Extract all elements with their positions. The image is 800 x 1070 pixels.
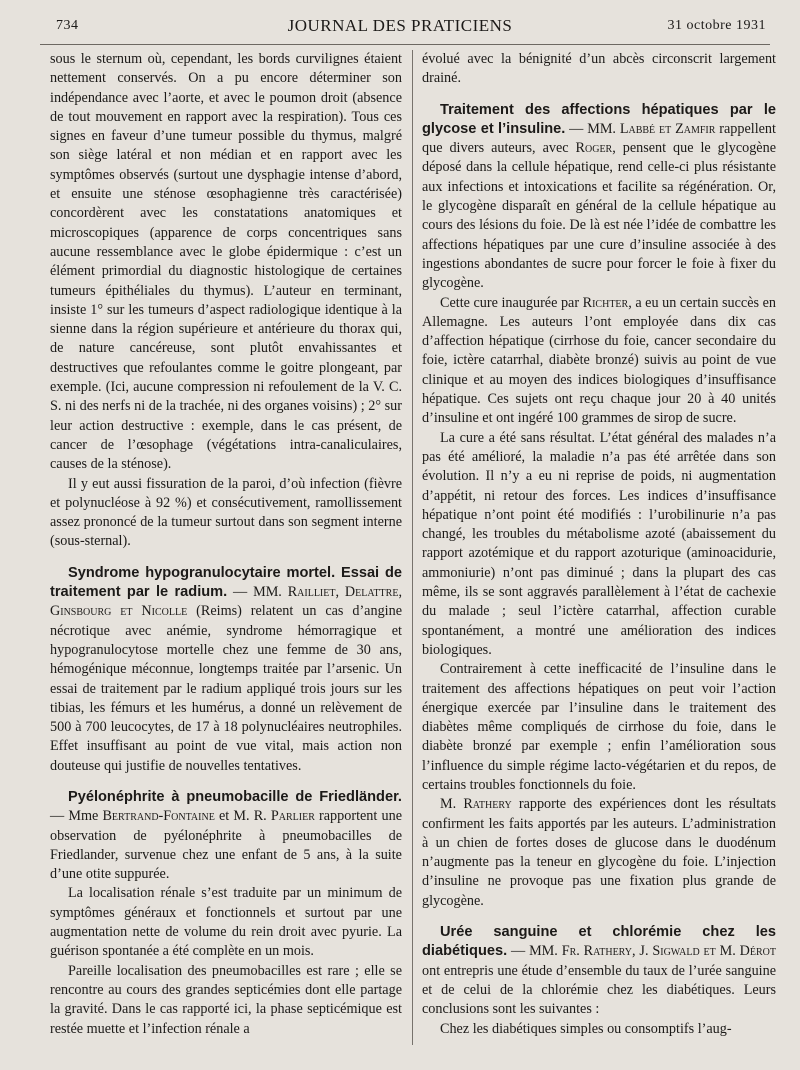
issue-date: 31 octobre 1931	[667, 18, 766, 33]
pyelonephrite-continuation: évolué avec la bénignité d’un abcès circonscrit largement drainé.	[422, 51, 776, 87]
article-affections-hepatiques: Traitement des affections hépatiques par le glycose et l’insuline. — MM. Labbé et Zamfir rappellent que divers auteurs, avec Roger, pensent que le glycogène déposé dans la cellule hépatique, rend celle-ci plus résistante aux infections et intoxications et facilite sa régénération. Or, le glycogène disparaît en général de la cellule hépatique au cours des lésions du foie. De là est née l’idée de combattre les affections hépatiques par une cure d’insuline associée à des ingestions abondantes de sucre pour forcer le foie à fixer du glycogène.	[422, 101, 776, 292]
article-title: Urée sanguine et chlorémie chez les diabétiques.	[422, 924, 776, 960]
paragraph: La cure a été sans résultat. L’état général des malades n’a pas été amélioré, la maladie n’a pas été arrêtée dans son évolution. Il n’y a eu ni reprise de poids, ni augmentation d’appétit, ni retour des forces. Les indices d’insuffisance hépatique n’ont point été modifiés : l’urobilinurie n’a pas changé, les troubles du métabolisme azoté (abaissement du rapport azotémique et du rapport azoturique (aminoacidurie, ammoniurie) n’ont pas diminué ; dans la plupart des cas même, ils se sont aggravés parallèlement à l’état de cachexie du malade ; seul l’ictère catarrhal, affection curable spontanément, a montré une amélioration des indices biologiques.	[422, 429, 776, 658]
paragraph: Pareille localisation des pneumobacilles est rare ; elle se rencontre au cours des grandes septicémies dont elle partage la gravité. Dans le cas rapporté ici, la phase septicémique est restée muette et l’infection rénale a	[50, 962, 402, 1037]
paragraph: La localisation rénale s’est traduite par un minimum de symptômes généraux et fonctionnels et surtout par une augmentation nette de volume du rein droit avec pyurie. La guérison spontanée a été complète en un mois.	[50, 885, 402, 960]
article-body: ont entrepris une étude d’ensemble du taux de l’urée sanguine et de celui de la chlorémie chez les diabétiques. Leurs conclusions sont les suivantes :	[422, 962, 776, 1018]
left-column	[50, 50, 402, 1050]
paragraph: Chez les diabétiques simples ou consomptifs l’aug-	[440, 1020, 732, 1037]
paragraph: Contrairement à cette inefficacité de l’insuline dans le traitement des affections hépatiques on peut voir l’action énergique exercée par l’insuline dans le traitement des diabètes même compliqués de cirrhose du foie, dans le diabète bronzé par exemple ; enfin l’amélioration sous l’influence du simple régime lacto-végétarien et du repos, de certains troubles fonctionnels du foie.	[422, 661, 776, 793]
journal-title: JOURNAL DES PRATICIENS	[287, 16, 513, 35]
right-column	[422, 50, 776, 1050]
cited-author: Roger	[575, 140, 613, 157]
article-authors: Fr. Rathery, J. Sigwald et M. Dérot	[561, 943, 776, 960]
article-hypogranulocytaire: Syndrome hypogranulocytaire mortel. Essai de traitement par le radium. — MM. Railliet, Delattre, Ginsbourg et Nicolle (Reims) relatent un cas d’angine nécrotique avec anémie, syndrome hémorragique et hypogranulocytose mortelle chez une femme de 30 ans, hémogénique méconnue, longtemps traitée par l’arsenic. Un essai de traitement par le radium appliqué trois jours sur les tibias, les fémurs et les humérus, a donné un relèvement de 500 à 700 leucocytes, de 17 à 18 polynucléaires neutrophiles. Effet insuffisant au point de vue vital, mais action non douteuse qui justifie de nouvelles tentatives.	[50, 564, 402, 774]
cited-author: Richter	[582, 294, 629, 311]
article-title: Pyélonéphrite à pneumobacille de Friedländer.	[68, 788, 402, 805]
page-number: 734	[56, 18, 79, 33]
header-rule	[40, 44, 770, 45]
column-divider	[412, 50, 413, 1045]
article-pyelonephrite: Pyélonéphrite à pneumobacille de Friedländer. — Mme Bertrand-Fontaine et M. R. Parlier rapportent une observation de pyélonéphrite à pneumobacilles de Friedlander, survenue chez une enfant de 5 ans, à la suite d’une otite suppurée.	[50, 788, 402, 883]
running-header	[34, 16, 766, 38]
thymus-case-conclusion: Il y eut aussi fissuration de la paroi, d’où infection (fièvre et polynucléose à 92 %) et consécutivement, ramollissement assez prononcé de la tumeur surtout dans son segment interne (sous-sternal).	[50, 475, 402, 550]
thymus-case-continuation: sous le sternum où, cependant, les bords curvilignes étaient nettement conservés. On a pu encore déterminer son indépendance avec l’aorte, et avec le poumon droit (absence de tout mouvement en rapport avec la respiration). Tous ces signes en faveur d’une tumeur possible du thymus, malgré son siège latéral et non médian et en rapport avec les symptômes observés (surtout une dysphagie intense d’abord, et ensuite une sténose œsophagienne très caractérisée) concordèrent avec les constatations anatomiques et microscopiques (apparence de corps concentriques sans aucune ressemblance avec le globe épidermique : c’est un élément primordial du diagnostic histologique de certaines tumeurs épithéliales du thymus). L’auteur en terminant, insiste 1° sur les tumeurs d’aspect radiologique identique à la sienne dans la région supérieure et antérieure du thorax qui, de nature cancéreuse, sont plutôt envahissantes et destructives que refoulantes comme le goitre plongeant, par exemple. (Ici, aucune compression ni refoulement de la V. C. S. ni des nerfs ni de la trachée, ni des organes voisins) ; 2° sur leur action destructive : exemple, dans le cas présent, de cancer de l’œsophage (végétations intra-canaliculaires, causes de la sténose).	[50, 51, 402, 473]
article-uree-sanguine: Urée sanguine et chlorémie chez les diabétiques. — MM. Fr. Rathery, J. Sigwald et M. Dérot ont entrepris une étude d’ensemble du taux de l’urée sanguine et de celui de la chlorémie chez les diabétiques. Leurs conclusions sont les suivantes :	[422, 924, 776, 1018]
article-title: Syndrome hypogranulocytaire mortel. Essai de traitement par le radium.	[50, 564, 402, 601]
article-authors: Railliet, Delattre, Ginsbourg et Nicolle	[50, 584, 402, 620]
article-title: Traitement des affections hépatiques par le glycose et l’insuline.	[422, 101, 776, 137]
article-body: rapportent une observation de pyélonéphrite à pneumobacilles de Friedlander, survenue chez une enfant de 5 ans, à la suite d’une otite suppurée.	[50, 808, 402, 883]
paragraph: Cette cure inaugurée par Richter, a eu un certain succès en Allemagne. Les auteurs l’ont employée dans dix cas d’affection hépatique (cirrhose du foie, cancer secondaire du foie, ictère catarrhal, diabète bronzé) suivis au point de vue clinique et au moyen des indices biologiques d’insuffisance hépatique. Ces sujets ont reçu chaque jour 20 à 40 unités d’insuline et ont ingéré 100 grammes de sirop de sucre.	[422, 294, 776, 427]
article-authors: Parlier	[270, 808, 315, 825]
article-authors: Labbé et Zamfir	[619, 120, 716, 137]
paragraph: M. Rathery rapporte des expériences dont les résultats confirment les faits apportés par les auteurs. L’administration à un chien de fortes doses de glucose dans le duodénum n’augmente pas la teneur en glycogène du foie. L’injection d’insuline ne provoque pas une fixation plus grande de glycogène.	[422, 796, 776, 909]
article-body: (Reims) relatent un cas d’angine nécrotique avec anémie, syndrome hémorragique et hypogranulocytose mortelle chez une femme de 30 ans, hémogénique méconnue, longtemps traitée par l’arsenic. Un essai de traitement par le radium appliqué trois jours sur les tibias, les fémurs et les humérus, a donné un relèvement de 500 à 700 leucocytes, de 17 à 18 polynucléaires neutrophiles. Effet insuffisant au point de vue vital, mais action non douteuse qui justifie de nouvelles tentatives.	[50, 603, 402, 774]
article-authors: Bertrand-Fontaine	[102, 808, 215, 825]
cited-author: Rathery	[463, 796, 512, 813]
